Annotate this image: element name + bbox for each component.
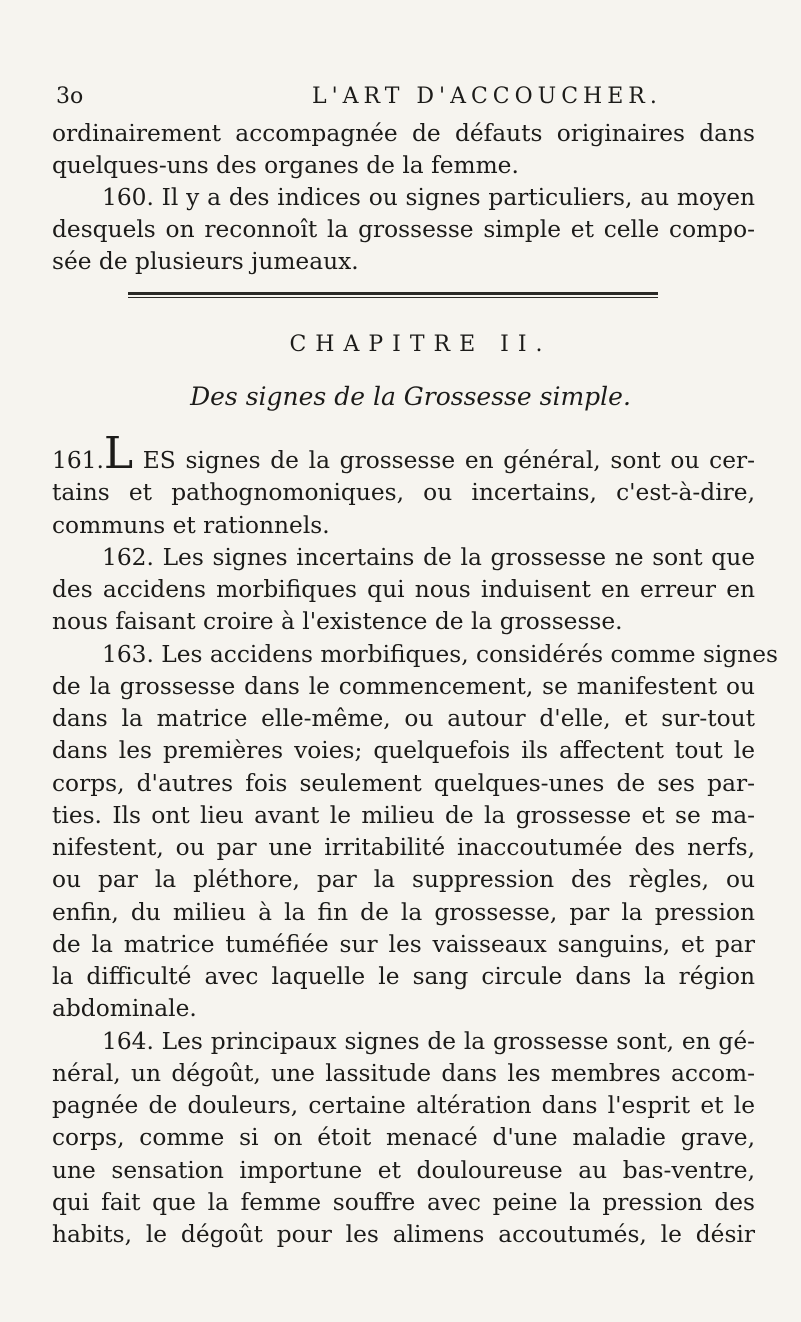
chapter-heading: CHAPITRE II.: [289, 332, 552, 357]
text-line: tains et pathognomoniques, ou incertains, c'est-à-dire,: [52, 479, 755, 507]
text-line: corps, comme si on étoit menacé d'une maladie grave,: [52, 1124, 755, 1152]
text-line: qui fait que la femme souffre avec peine la pression des: [52, 1188, 755, 1216]
intro-paragraph: [52, 118, 755, 278]
text-line: 163. Les accidens morbifiques, considérés comme signes: [102, 640, 779, 668]
text-line: desquels on reconnoît la grossesse simple et celle compo-: [52, 216, 755, 244]
text-line: corps, d'autres fois seulement quelques-unes de ses par-: [52, 769, 755, 797]
text-line: 164. Les principaux signes de la grossesse sont, en gé-: [102, 1027, 755, 1055]
text-line: habits, le dégoût pour les alimens accoutumés, le désir: [52, 1221, 755, 1248]
text-line: dans la matrice elle-même, ou autour d'elle, et sur-tout: [52, 705, 755, 732]
page-number: 3o: [56, 84, 84, 109]
drop-cap: L: [103, 428, 134, 479]
text-line: communs et rationnels.: [52, 511, 330, 539]
text-line: nous faisant croire à l'existence de la grossesse.: [52, 608, 623, 636]
text-line: de la grossesse dans le commencement, se manifestent ou: [52, 672, 755, 700]
text-line: ordinairement accompagnée de défauts originaires dans: [52, 120, 755, 147]
chapter-body: [52, 428, 779, 1251]
text-line: la difficulté avec laquelle le sang circule dans la région: [52, 963, 755, 990]
paragraph-number: 161.: [52, 447, 104, 474]
text-line: une sensation importune et douloureuse au bas-ventre,: [52, 1156, 755, 1184]
text-line: dans les premières voies; quelquefois ils affectent tout le: [52, 737, 755, 765]
divider-thin-rule: [128, 297, 658, 298]
text-line: nifestent, ou par une irritabilité inaccoutumée des nerfs,: [52, 834, 755, 861]
running-title: L'ART D'ACCOUCHER.: [312, 84, 662, 109]
text-line: ties. Ils ont lieu avant le milieu de la grossesse et se ma-: [52, 801, 755, 829]
text-line: 162. Les signes incertains de la grossesse ne sont que: [102, 543, 755, 571]
chapter-subtitle: Des signes de la Grossesse simple.: [190, 382, 631, 411]
text-line: enfin, du milieu à la fin de la grossesse, par la pression: [52, 898, 755, 926]
running-head: [52, 84, 755, 116]
text-line: pagnée de douleurs, certaine altération dans l'esprit et le: [52, 1092, 755, 1119]
divider-thick-rule: [128, 292, 658, 295]
text-line: quelques-uns des organes de la femme.: [52, 152, 519, 180]
chapter-divider: [128, 292, 658, 298]
text-line: ou par la pléthore, par la suppression des règles, ou: [52, 866, 755, 894]
text-line: néral, un dégoût, une lassitude dans les membres accom-: [52, 1059, 755, 1087]
text-line: sée de plusieurs jumeaux.: [52, 248, 359, 276]
text-line: abdominale.: [52, 995, 197, 1023]
text-line: 160. Il y a des indices ou signes particuliers, au moyen: [102, 184, 755, 212]
text-line: de la matrice tuméfiée sur les vaisseaux sanguins, et par: [52, 930, 755, 958]
text-line-rest: ES signes de la grossesse en général, sont ou cer-: [142, 447, 755, 474]
text-line: [52, 428, 755, 479]
text-line: des accidens morbifiques qui nous induisent en erreur en: [52, 576, 755, 603]
